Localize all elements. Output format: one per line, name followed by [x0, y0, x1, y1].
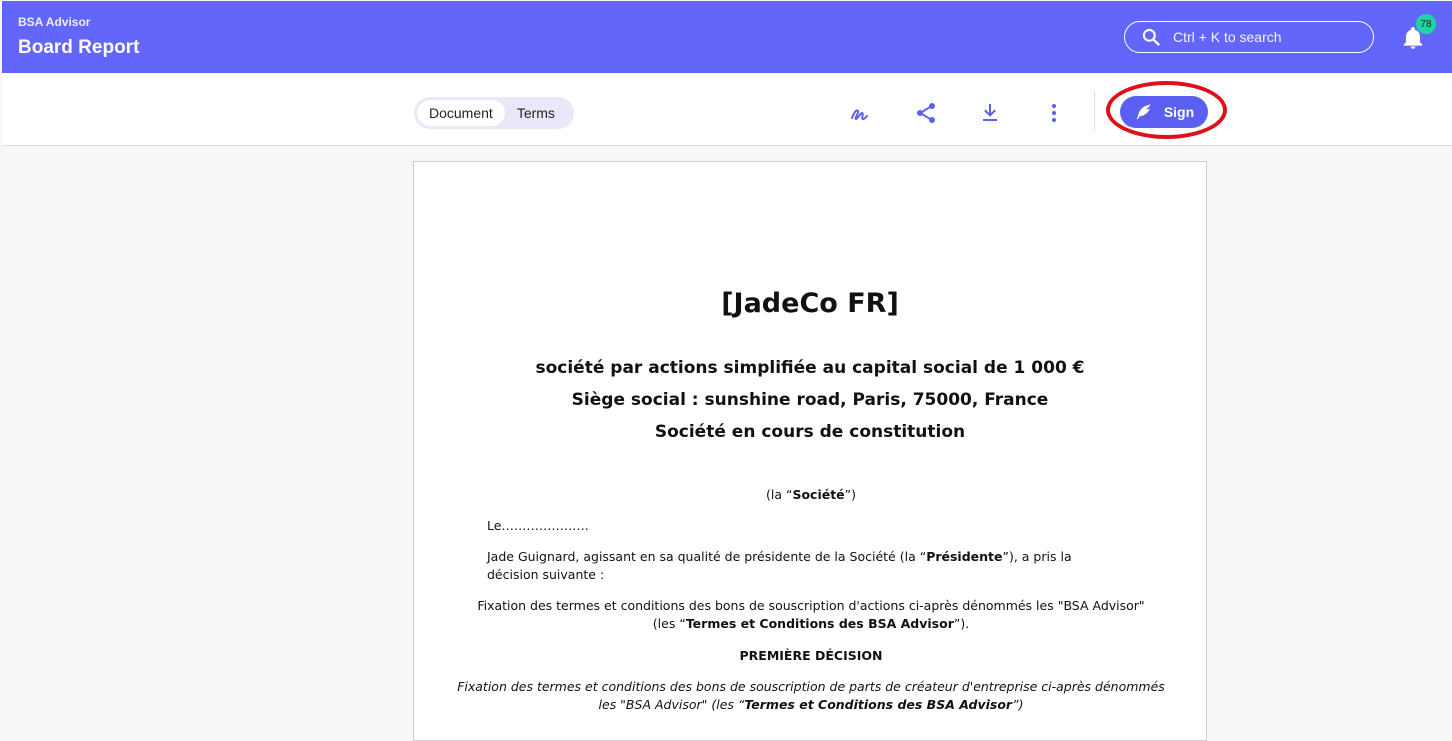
notification-badge: 78 [1416, 14, 1436, 34]
signature-icon[interactable] [848, 101, 872, 125]
search-placeholder: Ctrl + K to search [1173, 29, 1282, 45]
document-page [413, 161, 1207, 741]
share-icon[interactable] [914, 101, 938, 125]
tab-terms[interactable]: Terms [516, 105, 555, 121]
document-subtitle-address: Siège social : sunshine road, Paris, 75000, France [571, 390, 1049, 410]
date-line: Le………………… [487, 518, 589, 533]
paragraph-fixation: Fixation des termes et conditions des bons de souscription d'actions ci-après dénommés les "BSA Advisor" (les “Termes et Conditions des BSA Advisor”). [477, 598, 1145, 631]
document-title: [JadeCo FR] [721, 288, 899, 319]
more-vert-icon[interactable] [1042, 101, 1066, 125]
toolbar-divider [1094, 91, 1095, 131]
paragraph-decision-intro: Jade Guignard, agissant en sa qualité de présidente de la Société (la “Présidente”), a pris la décision suivante : [487, 549, 1072, 582]
document-toolbar [2, 73, 1452, 146]
paragraph-first-decision: Fixation des termes et conditions des bons de souscription de parts de créateur d'entreprise ci-après dénommés les "BSA Advisor" (les “Termes et Conditions des BSA Advisor”) [457, 679, 1165, 712]
company-reference: (la “Société”) [765, 487, 857, 502]
page-title: Board Report [18, 37, 140, 58]
download-icon[interactable] [978, 101, 1002, 125]
search-input[interactable] [1124, 21, 1374, 53]
app-name: BSA Advisor [18, 15, 91, 29]
document-subtitle-status: Société en cours de constitution [654, 422, 966, 442]
sign-label: Sign [1163, 104, 1195, 120]
search-icon [1141, 27, 1161, 47]
tab-document[interactable]: Document [417, 100, 505, 126]
view-toggle [414, 97, 574, 129]
document-subtitle-capital: société par actions simplifiée au capital social de 1 000 € [535, 358, 1085, 378]
sign-highlight-annotation [1106, 81, 1227, 139]
decision-heading: PREMIÈRE DÉCISION [739, 648, 883, 663]
app-header [2, 1, 1452, 73]
